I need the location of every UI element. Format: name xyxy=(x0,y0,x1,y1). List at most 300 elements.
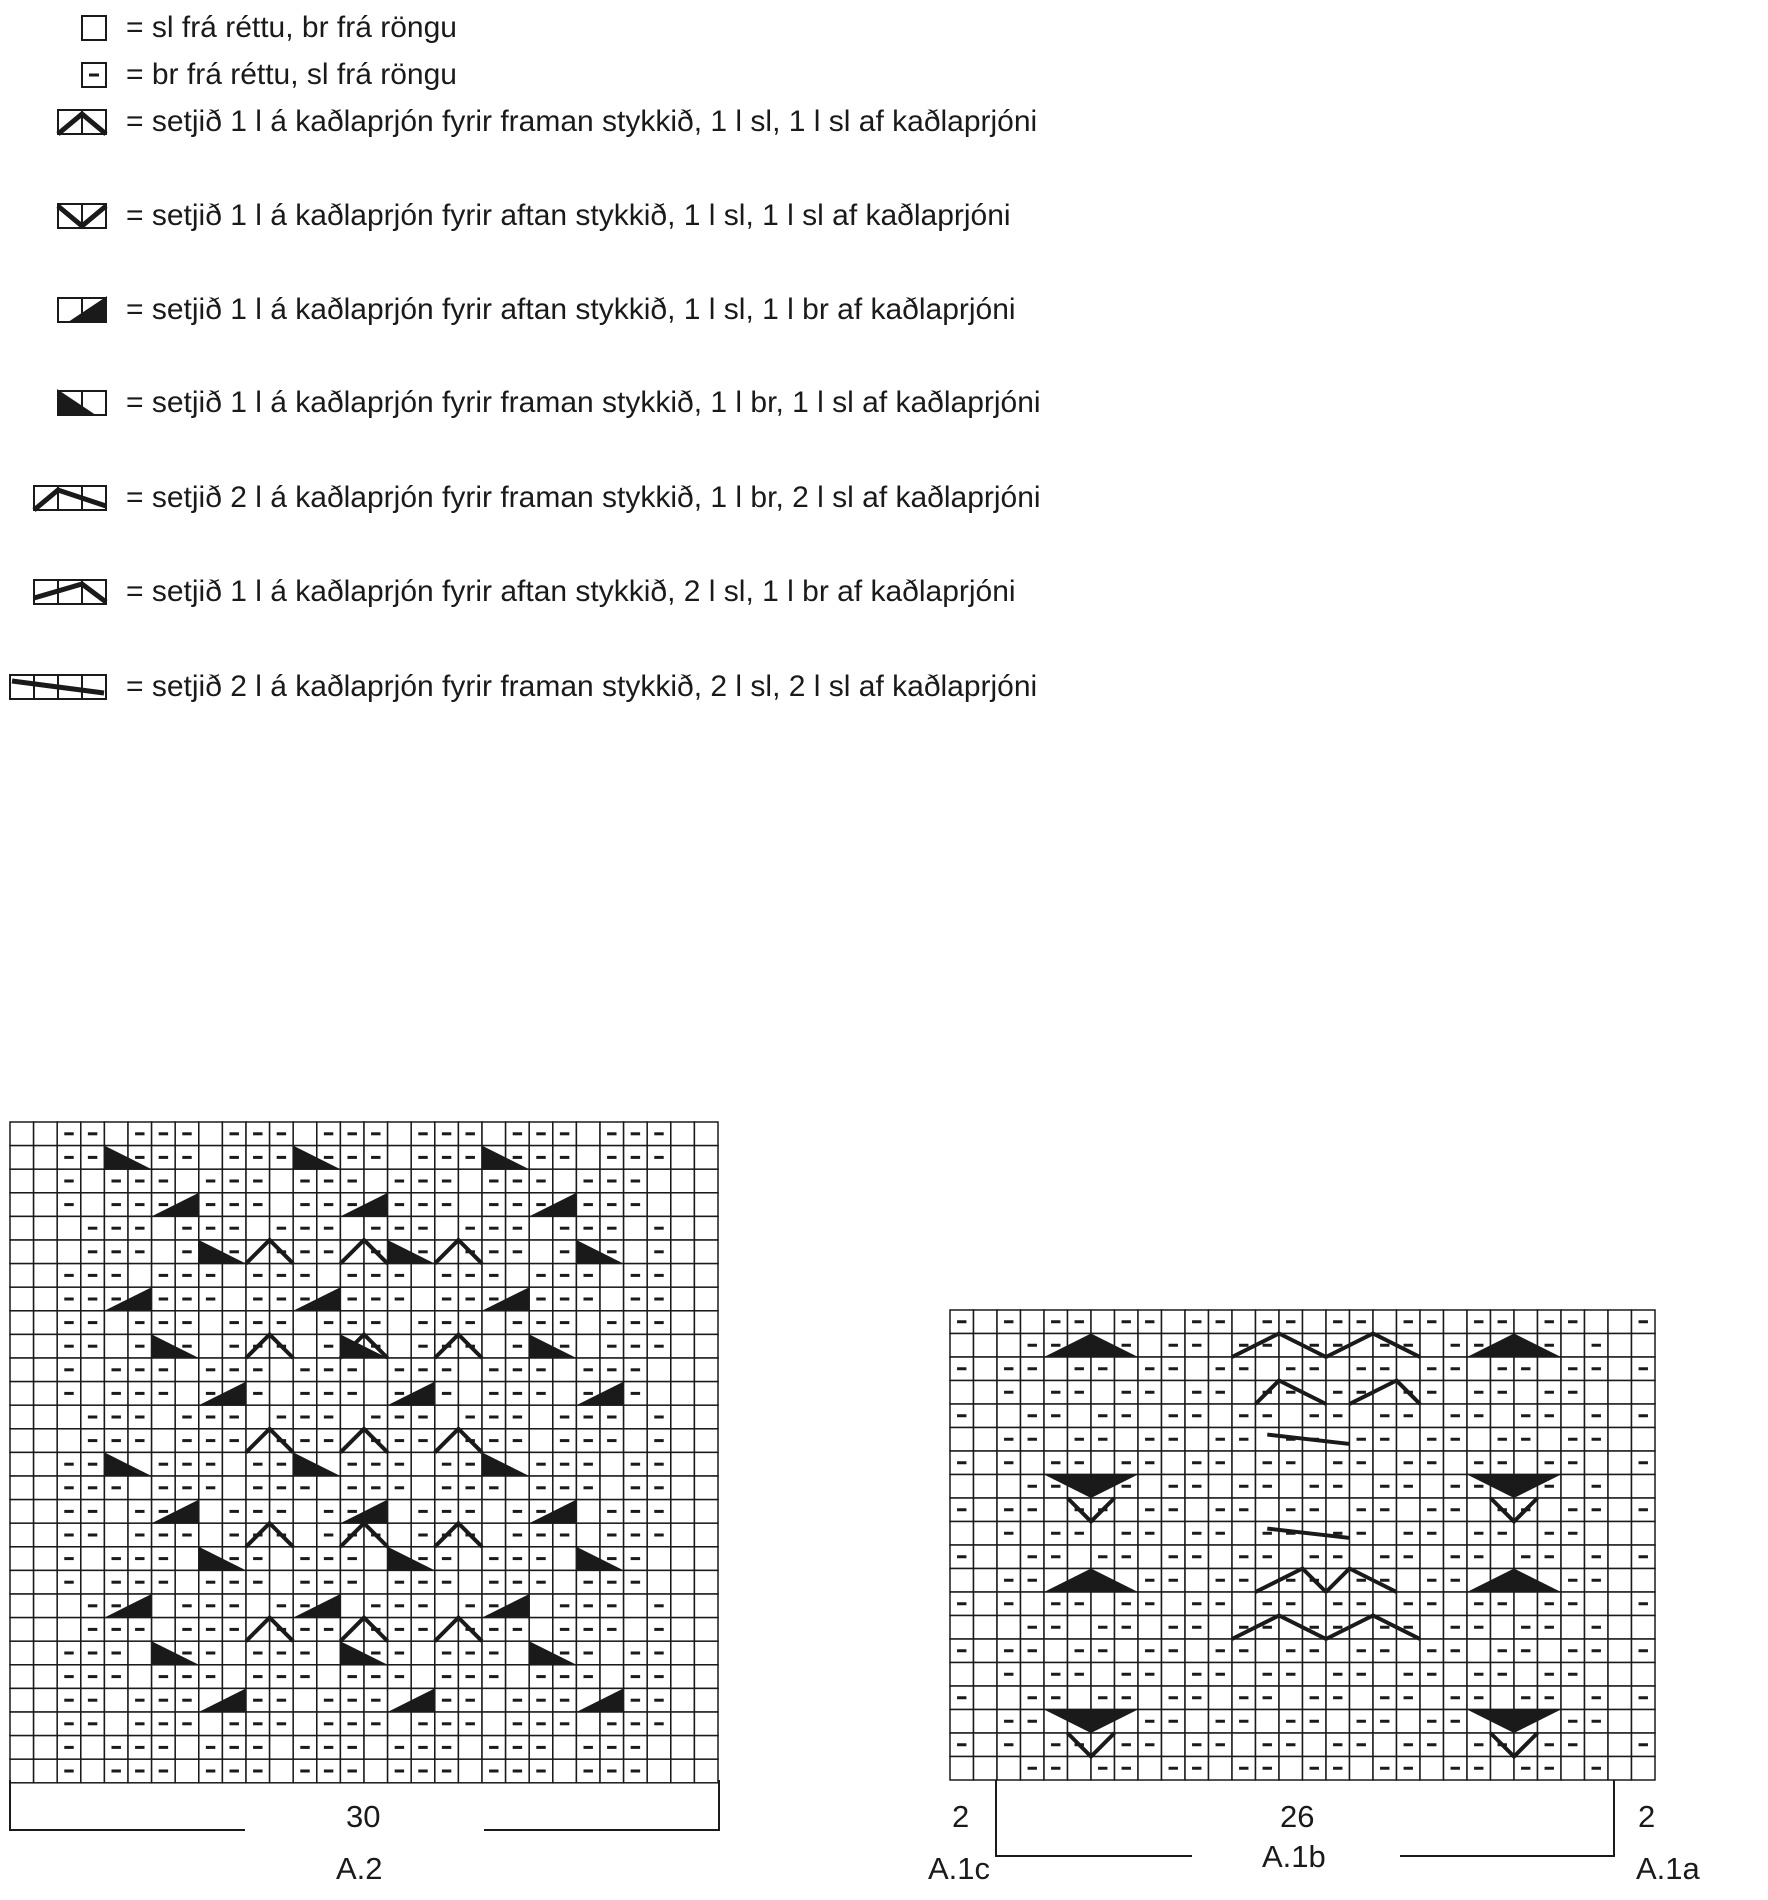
a1-cell xyxy=(1115,1639,1139,1663)
a1-cell xyxy=(1608,1592,1632,1616)
a1-cell xyxy=(1632,1663,1656,1687)
a2-cell xyxy=(81,1736,105,1760)
a2-cell xyxy=(576,1712,600,1736)
a2-cell xyxy=(34,1358,58,1382)
a2-cell xyxy=(10,1594,34,1618)
a1-cell xyxy=(1326,1639,1350,1663)
a2-cell xyxy=(199,1311,223,1335)
a1-cell xyxy=(1138,1757,1162,1781)
a2-cell xyxy=(671,1547,695,1571)
a1-cell xyxy=(1632,1710,1656,1734)
a1-cell xyxy=(1303,1733,1327,1757)
twist-right-purl-icon xyxy=(58,298,106,322)
a2-cell xyxy=(175,1169,199,1193)
a2-cell xyxy=(81,1193,105,1217)
a2-cell xyxy=(576,1122,600,1146)
a1-cell xyxy=(1420,1334,1444,1358)
a1-cell xyxy=(950,1381,974,1405)
a2-cell xyxy=(128,1476,152,1500)
a2-cell xyxy=(364,1736,388,1760)
a1-cell xyxy=(1232,1663,1256,1687)
a2-cell xyxy=(600,1264,624,1288)
a2-cell xyxy=(81,1169,105,1193)
a2-cell xyxy=(671,1122,695,1146)
a1-cell xyxy=(1585,1522,1609,1546)
a2-cell xyxy=(694,1476,718,1500)
a1-cell xyxy=(1232,1592,1256,1616)
a1-cell xyxy=(974,1404,998,1428)
a1-cell xyxy=(1397,1357,1421,1381)
a2-cell xyxy=(364,1358,388,1382)
a2-cell xyxy=(671,1193,695,1217)
a1-cell xyxy=(1185,1357,1209,1381)
a2-cell xyxy=(34,1429,58,1453)
a1-cell xyxy=(1608,1522,1632,1546)
a2-cell xyxy=(340,1216,364,1240)
a2-cell xyxy=(152,1405,176,1429)
a1-cell xyxy=(1209,1404,1233,1428)
a2-cell xyxy=(411,1665,435,1689)
a2-cell xyxy=(694,1405,718,1429)
a2-cell xyxy=(647,1547,671,1571)
a2-cell xyxy=(647,1358,671,1382)
a1-cell xyxy=(1091,1451,1115,1475)
a1-cell xyxy=(1162,1663,1186,1687)
a1-cell xyxy=(950,1475,974,1499)
a2-cell xyxy=(270,1193,294,1217)
a1-cell xyxy=(974,1475,998,1499)
a2-cell xyxy=(388,1122,412,1146)
a2-cell xyxy=(600,1641,624,1665)
a2-cell xyxy=(694,1759,718,1783)
a2-cell xyxy=(10,1570,34,1594)
a2-cell xyxy=(482,1122,506,1146)
a2-cell xyxy=(199,1712,223,1736)
legend-text-cable-2-2-front: = setjið 2 l á kaðlaprjón fyrir framan stykkið, 2 l sl, 2 l sl af kaðlaprjóni xyxy=(126,670,1038,703)
a2-cell xyxy=(506,1641,530,1665)
a1-cell xyxy=(1162,1733,1186,1757)
a2-cell xyxy=(624,1240,648,1264)
a1-cell xyxy=(974,1310,998,1334)
a2-cell xyxy=(576,1311,600,1335)
a2-cell xyxy=(506,1264,530,1288)
a1-cell xyxy=(1608,1428,1632,1452)
a2-cell xyxy=(671,1405,695,1429)
a1-cell xyxy=(1256,1428,1280,1452)
a1-cell xyxy=(1326,1498,1350,1522)
a2-cell xyxy=(671,1169,695,1193)
a2-cell xyxy=(600,1287,624,1311)
a2-cell xyxy=(694,1382,718,1406)
purl-square-icon xyxy=(82,63,106,87)
chart-a2-grid xyxy=(0,1100,730,1840)
a1-cell xyxy=(1561,1334,1585,1358)
a2-cell xyxy=(576,1334,600,1358)
a1-cell xyxy=(1232,1310,1256,1334)
a1-cell xyxy=(974,1639,998,1663)
a2-cell xyxy=(671,1311,695,1335)
a2-cell xyxy=(34,1405,58,1429)
a1-cell xyxy=(1209,1334,1233,1358)
a2-cell xyxy=(10,1641,34,1665)
a1-cell xyxy=(1561,1686,1585,1710)
a2-cell xyxy=(671,1665,695,1689)
a1-cell xyxy=(1232,1522,1256,1546)
a2-cell xyxy=(104,1122,128,1146)
a2-cell xyxy=(34,1216,58,1240)
a2-cell xyxy=(317,1264,341,1288)
a2-cell xyxy=(175,1358,199,1382)
a2-cell xyxy=(694,1216,718,1240)
a2-cell xyxy=(81,1547,105,1571)
a2-cell xyxy=(411,1452,435,1476)
a2-cell xyxy=(624,1594,648,1618)
a2-cell xyxy=(671,1334,695,1358)
a2-cell xyxy=(694,1570,718,1594)
a2-cell xyxy=(246,1405,270,1429)
a2-cell xyxy=(388,1712,412,1736)
a2-cell xyxy=(199,1146,223,1170)
a1-cell xyxy=(1467,1428,1491,1452)
a1-cell xyxy=(1585,1381,1609,1405)
a2-cell xyxy=(694,1169,718,1193)
a1-cell xyxy=(950,1616,974,1640)
a2-cell xyxy=(34,1570,58,1594)
a1-cell xyxy=(950,1663,974,1687)
a2-cell xyxy=(458,1759,482,1783)
a2-cell xyxy=(435,1594,459,1618)
a1-cell xyxy=(1044,1498,1068,1522)
a2-cell xyxy=(694,1712,718,1736)
a2-cell xyxy=(671,1523,695,1547)
a1-cell xyxy=(1632,1522,1656,1546)
legend-symbols xyxy=(0,0,110,720)
a2-cell xyxy=(694,1240,718,1264)
a2-cell xyxy=(10,1216,34,1240)
a2-bracket-left xyxy=(10,1780,245,1830)
a1-cell xyxy=(1397,1639,1421,1663)
a2-cell xyxy=(411,1641,435,1665)
a1-cell xyxy=(1162,1522,1186,1546)
a2-cell xyxy=(34,1193,58,1217)
a1-cell xyxy=(1115,1498,1139,1522)
a2-cell xyxy=(222,1665,246,1689)
a1-cell xyxy=(1538,1498,1562,1522)
a1-cell xyxy=(974,1451,998,1475)
a2-cell xyxy=(246,1216,270,1240)
a1-cell xyxy=(1068,1545,1092,1569)
a2-cell xyxy=(34,1476,58,1500)
a1-cell xyxy=(1608,1310,1632,1334)
a1-cell xyxy=(1091,1592,1115,1616)
a1-cell xyxy=(1373,1310,1397,1334)
a2-cell xyxy=(694,1358,718,1382)
a2-cell xyxy=(671,1641,695,1665)
a2-cell xyxy=(128,1665,152,1689)
a2-cell xyxy=(57,1240,81,1264)
a1-cell xyxy=(974,1710,998,1734)
a2-cell xyxy=(694,1452,718,1476)
a2-cell xyxy=(671,1618,695,1642)
a1-cell xyxy=(974,1522,998,1546)
a1-cell xyxy=(1444,1381,1468,1405)
a2-cell xyxy=(388,1523,412,1547)
a2-cell xyxy=(671,1429,695,1453)
a1-cell xyxy=(1373,1663,1397,1687)
a2-cell xyxy=(694,1523,718,1547)
a2-cell xyxy=(10,1358,34,1382)
a2-cell xyxy=(10,1264,34,1288)
a1-cell xyxy=(1350,1404,1374,1428)
a1-cell xyxy=(1115,1357,1139,1381)
a2-cell xyxy=(576,1146,600,1170)
a1-cell xyxy=(1608,1545,1632,1569)
a1-cell xyxy=(1021,1522,1045,1546)
legend-text-purl: = br frá réttu, sl frá röngu xyxy=(126,58,457,91)
a1-cell xyxy=(1632,1475,1656,1499)
a1-cell xyxy=(1185,1569,1209,1593)
a1-cell xyxy=(1420,1757,1444,1781)
a1-cell xyxy=(1115,1428,1139,1452)
a2-cell xyxy=(553,1570,577,1594)
a1-cell xyxy=(1514,1310,1538,1334)
a1-cell xyxy=(1514,1663,1538,1687)
a1-cell xyxy=(1632,1616,1656,1640)
a1-cell xyxy=(950,1569,974,1593)
a1-cell xyxy=(974,1428,998,1452)
a2-cell xyxy=(671,1452,695,1476)
a1-cell xyxy=(1068,1404,1092,1428)
legend-text-cable-1-2-back: = setjið 1 l á kaðlaprjón fyrir aftan stykkið, 2 l sl, 1 l br af kaðlaprjóni xyxy=(126,575,1016,608)
a1-cell xyxy=(1444,1592,1468,1616)
a1-cell xyxy=(1585,1592,1609,1616)
a2-cell xyxy=(34,1500,58,1524)
a2-cell xyxy=(553,1169,577,1193)
a2-cell xyxy=(600,1476,624,1500)
a1-cell xyxy=(1209,1545,1233,1569)
a1-cell xyxy=(1350,1686,1374,1710)
a2-cell xyxy=(293,1688,317,1712)
a2-cell xyxy=(293,1122,317,1146)
legend-text-cable-1-1-back: = setjið 1 l á kaðlaprjón fyrir aftan stykkið, 1 l sl, 1 l sl af kaðlaprjóni xyxy=(126,199,1011,232)
a2-cell xyxy=(388,1334,412,1358)
a1-cell xyxy=(1608,1334,1632,1358)
a1-cell xyxy=(1185,1639,1209,1663)
a2-cell xyxy=(694,1334,718,1358)
legend-text-twist-right-purl: = setjið 1 l á kaðlaprjón fyrir aftan stykkið, 1 l sl, 1 l br af kaðlaprjóni xyxy=(126,293,1016,326)
a1-cell xyxy=(1373,1451,1397,1475)
a2-cell xyxy=(694,1500,718,1524)
a2-cell xyxy=(34,1334,58,1358)
a2-cell xyxy=(34,1240,58,1264)
a2-cell xyxy=(10,1712,34,1736)
a2-cell xyxy=(57,1216,81,1240)
a2-cell xyxy=(222,1452,246,1476)
a2-cell xyxy=(317,1641,341,1665)
a2-cell xyxy=(34,1547,58,1571)
a2-cell xyxy=(175,1570,199,1594)
a2-cell xyxy=(34,1264,58,1288)
a1-cell xyxy=(1256,1639,1280,1663)
a2-cell xyxy=(576,1500,600,1524)
a1-cell xyxy=(1138,1545,1162,1569)
a2-cell xyxy=(388,1146,412,1170)
a2-cell xyxy=(104,1500,128,1524)
a1-cell xyxy=(1538,1428,1562,1452)
a1-cell xyxy=(1561,1475,1585,1499)
a2-cell xyxy=(458,1169,482,1193)
a1-cell xyxy=(1068,1757,1092,1781)
a1-cell xyxy=(1538,1357,1562,1381)
a2-chart-name: A.2 xyxy=(336,1851,383,1886)
a2-cell xyxy=(671,1287,695,1311)
cable-1-1-back-icon xyxy=(58,204,106,228)
a2-cell xyxy=(34,1594,58,1618)
a1-cell xyxy=(974,1592,998,1616)
a1-cell xyxy=(997,1475,1021,1499)
a2-cell xyxy=(553,1382,577,1406)
a2-cell xyxy=(600,1452,624,1476)
a1-cell xyxy=(974,1334,998,1358)
a1b-bracket-left xyxy=(996,1780,1192,1856)
a1-cell xyxy=(1608,1404,1632,1428)
a2-cell xyxy=(293,1311,317,1335)
a2-cell xyxy=(10,1759,34,1783)
a1-cell xyxy=(974,1733,998,1757)
a2-cell xyxy=(199,1500,223,1524)
a2-cell xyxy=(175,1759,199,1783)
a1-cell xyxy=(1632,1428,1656,1452)
a1b-bracket-right xyxy=(1400,1780,1614,1856)
a2-cell xyxy=(435,1216,459,1240)
a1-cell xyxy=(1303,1592,1327,1616)
a2-cell xyxy=(81,1759,105,1783)
a2-cell xyxy=(317,1476,341,1500)
a1-cell xyxy=(1209,1616,1233,1640)
a1a-chart-name: A.1a xyxy=(1636,1851,1700,1886)
a2-cell xyxy=(482,1500,506,1524)
a1-cell xyxy=(1585,1663,1609,1687)
a2-cell xyxy=(458,1382,482,1406)
a2-cell xyxy=(199,1122,223,1146)
a1c-width-label: 2 xyxy=(952,1799,970,1834)
a2-cell xyxy=(270,1382,294,1406)
a1-cell xyxy=(1608,1498,1632,1522)
a2-cell xyxy=(411,1264,435,1288)
a1-cell xyxy=(1561,1616,1585,1640)
a2-cell xyxy=(694,1264,718,1288)
a1-cell xyxy=(1608,1757,1632,1781)
a2-cell xyxy=(199,1523,223,1547)
a1-cell xyxy=(1397,1569,1421,1593)
a2-cell xyxy=(10,1169,34,1193)
a1b-width-label: 26 xyxy=(1280,1799,1315,1834)
a2-cell xyxy=(671,1382,695,1406)
a1-cell xyxy=(1561,1404,1585,1428)
a2-cell xyxy=(340,1405,364,1429)
a2-cell xyxy=(482,1523,506,1547)
a1-cell xyxy=(1514,1592,1538,1616)
a1b-chart-name: A.1b xyxy=(1262,1839,1326,1874)
a1-cell xyxy=(1232,1733,1256,1757)
a1-cell xyxy=(1279,1475,1303,1499)
a2-cell xyxy=(364,1759,388,1783)
a1-cell xyxy=(1209,1757,1233,1781)
a1-cell xyxy=(1091,1663,1115,1687)
a2-cell xyxy=(388,1311,412,1335)
a1-cell xyxy=(1326,1428,1350,1452)
a2-cell xyxy=(34,1311,58,1335)
a2-cell xyxy=(293,1334,317,1358)
a2-cell xyxy=(364,1382,388,1406)
a2-cell xyxy=(364,1169,388,1193)
a2-cell xyxy=(34,1523,58,1547)
a1-cell xyxy=(1373,1733,1397,1757)
cable-2-1-front-icon xyxy=(34,486,106,510)
a1c-chart-name: A.1c xyxy=(928,1851,991,1886)
a1-cell xyxy=(1303,1663,1327,1687)
a2-cell xyxy=(647,1169,671,1193)
a1-cell xyxy=(1326,1710,1350,1734)
a2-cell xyxy=(175,1736,199,1760)
a2-cell xyxy=(482,1712,506,1736)
a2-cell xyxy=(199,1334,223,1358)
a2-cell xyxy=(10,1429,34,1453)
a1-cell xyxy=(1021,1733,1045,1757)
a1-cell xyxy=(1420,1475,1444,1499)
a2-cell xyxy=(694,1688,718,1712)
a2-cell xyxy=(152,1618,176,1642)
a2-cell xyxy=(647,1193,671,1217)
a1-cell xyxy=(1561,1757,1585,1781)
a2-cell xyxy=(694,1547,718,1571)
a2-cell xyxy=(34,1618,58,1642)
a2-cell xyxy=(340,1594,364,1618)
a1-cell xyxy=(1044,1357,1068,1381)
a2-cell xyxy=(293,1500,317,1524)
a2-cell xyxy=(671,1759,695,1783)
a1-cell xyxy=(1608,1686,1632,1710)
a1-cell xyxy=(1021,1663,1045,1687)
a2-cell xyxy=(222,1641,246,1665)
a2-cell xyxy=(694,1618,718,1642)
a2-cell xyxy=(270,1169,294,1193)
a2-cell xyxy=(128,1641,152,1665)
a1-cell xyxy=(1303,1310,1327,1334)
a2-cell xyxy=(34,1382,58,1406)
a2-cell xyxy=(529,1429,553,1453)
a2-cell xyxy=(57,1594,81,1618)
a2-cell xyxy=(128,1264,152,1288)
a1-cell xyxy=(1491,1757,1515,1781)
a2-cell xyxy=(10,1618,34,1642)
a2-cell xyxy=(246,1594,270,1618)
a2-cell xyxy=(222,1264,246,1288)
a2-cell xyxy=(175,1382,199,1406)
a1-cell xyxy=(1608,1616,1632,1640)
a2-cell xyxy=(671,1146,695,1170)
a1-cell xyxy=(1185,1710,1209,1734)
a2-cell xyxy=(10,1736,34,1760)
a2-cell xyxy=(458,1193,482,1217)
a2-cell xyxy=(388,1500,412,1524)
a2-cell xyxy=(34,1712,58,1736)
a1-cell xyxy=(1068,1616,1092,1640)
a1-cell xyxy=(997,1404,1021,1428)
a2-cell xyxy=(671,1476,695,1500)
a2-cell xyxy=(694,1146,718,1170)
a1-cell xyxy=(1467,1357,1491,1381)
